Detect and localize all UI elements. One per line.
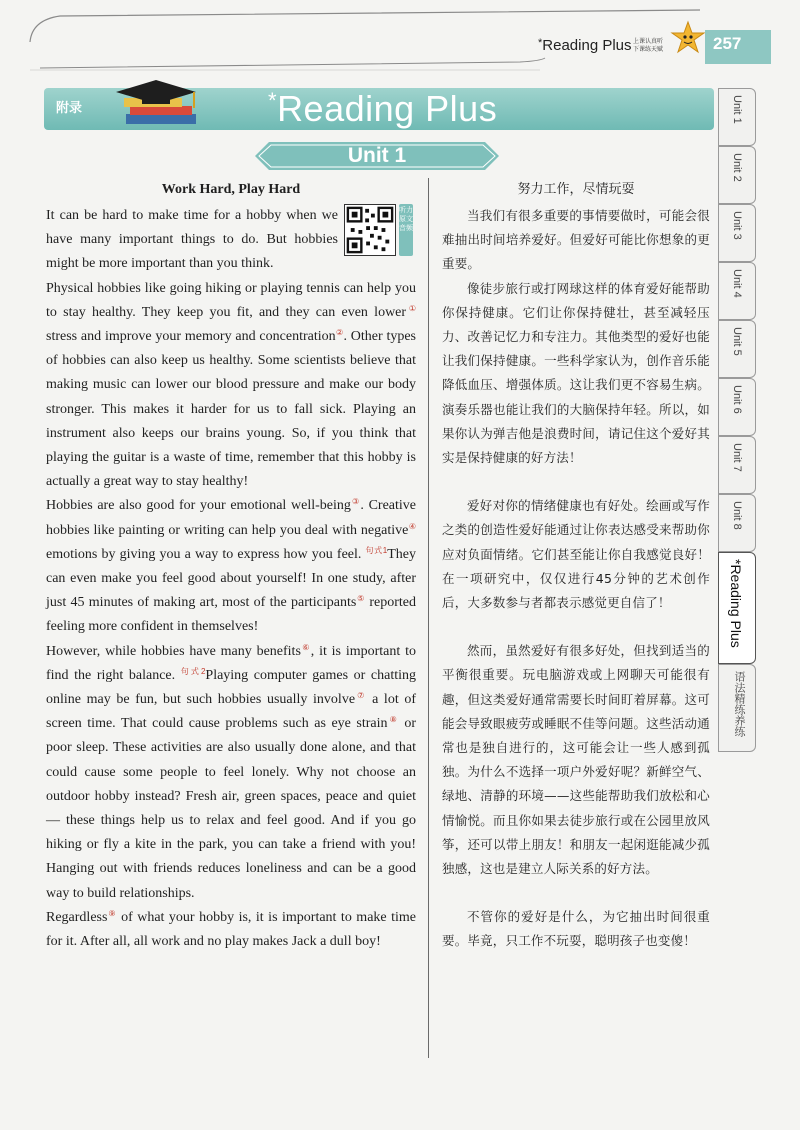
note-marker: ⑦ xyxy=(355,691,367,701)
tab-unit-3[interactable]: Unit 3 xyxy=(718,204,756,262)
note-marker: ① xyxy=(406,303,417,313)
english-paragraph-2: Physical hobbies like going hiking or playing tennis can help you to stay healthy. They keep you fit, and they can even lower① stress and improve your memory and concentration②. Other types of hobbies can also keep us healthy. Some scientists believe that making music can lower our blood pressure and make our body stronger. This makes it harder for us to fall sick. Playing an instrument also keeps our brains young. So, if you think that playing the guitar is a waste of time, remember that this hobby is actually a great way to stay healthy! xyxy=(46,280,417,490)
qr-code[interactable] xyxy=(344,204,416,260)
note-marker: ⑧ xyxy=(387,715,399,725)
chinese-paragraph-4: 然而，虽然爱好有很多好处，但找到适当的平衡很重要。玩电脑游戏或上网聊天可能很有趣，但这类爱好通常需要长时间盯着屏幕。这可能会导致眼疲劳或睡眠不佳等问题。这些活动通常也是独自进行的，这可能会让一些人感到孤独。为什么不选择一项户外爱好呢？新鲜空气、绿地、清静的环境——这些能帮助我们放松和心情愉悦。而且你如果去徒步旅行或在公园里放风筝，还可以带上朋友！和朋友一起闲逛能减少孤独感，这也是建立人际关系的好方法。 xyxy=(442,643,710,877)
tab-unit-2[interactable]: Unit 2 xyxy=(718,146,756,204)
running-header-subtitle: 上课认真听 下课练天赋 xyxy=(633,38,664,53)
note-marker: ⑥ xyxy=(300,642,311,652)
english-article xyxy=(46,180,416,954)
sentence-pattern-marker: 句式2 xyxy=(180,666,206,676)
tab-unit-6[interactable]: Unit 6 xyxy=(718,378,756,436)
page-number: 257 xyxy=(705,30,771,64)
unit-label: Unit 1 xyxy=(255,142,499,170)
tab-unit-1[interactable]: Unit 1 xyxy=(718,88,756,146)
sentence-pattern-marker: 句式1 xyxy=(365,545,388,555)
appendix-label: 附录 xyxy=(56,101,83,116)
english-paragraph-5: Regardless⑨ of what your hobby is, it is important to make time for it. After all, all work and no play makes Jack a dull boy! xyxy=(46,908,416,950)
chinese-title: 努力工作，尽情玩耍 xyxy=(517,182,635,197)
chinese-paragraph-5: 不管你的爱好是什么，为它抽出时间很重要。毕竟，只工作不玩耍，聪明孩子也变傻！ xyxy=(442,909,710,949)
note-marker: ② xyxy=(335,328,344,338)
banner-title: *Reading Plus xyxy=(268,88,498,129)
note-marker: ③ xyxy=(350,497,361,507)
english-paragraph-3: Hobbies are also good for your emotional well-being③. Creative hobbies like painting or writing can help you deal with negative④ emotions by giving you a way to express how you feel. $^{句式1}$They can even make you feel good about yourself! In one study, after just 45 minutes of making art, most of the participants⑤ reported feeling more confident in themselves! xyxy=(46,497,417,635)
english-paragraph-1: It can be hard to make time for a hobby when we have many important things to do. But hobbies might be more important than you think. xyxy=(46,208,338,272)
chinese-paragraph-3: 爱好对你的情绪健康也有好处。绘画或写作之类的创造性爱好能通过让你表达感受来帮助你应对负面情绪。它们甚至能让你自我感觉良好！在一项研究中，仅仅进行45分钟的艺术创作后，大多数参与者都表示感觉更自信了！ xyxy=(442,498,710,611)
tab-unit-8[interactable]: Unit 8 xyxy=(718,494,756,552)
tab-unit-5[interactable]: Unit 5 xyxy=(718,320,756,378)
column-divider xyxy=(428,178,429,1058)
note-marker: ⑤ xyxy=(356,594,366,604)
qr-code-icon xyxy=(344,204,396,256)
running-header-title: *Reading Plus xyxy=(538,37,632,54)
qr-tag: 听力原文音频 xyxy=(399,204,413,256)
chinese-paragraph-2: 像徒步旅行或打网球这样的体育爱好能帮助你保持健康。它们让你保持健壮，甚至减轻压力、改善记忆力和专注力。其他类型的爱好也能让我们保持健康。一些科学家认为，创作音乐能降低血压、增强体质。这让我们更不容易生病。演奏乐器也能让我们的大脑保持年轻。所以，如果你认为弹吉他是浪费时间，请记住这个爱好其实是保持健康的好方法！ xyxy=(442,280,710,466)
english-paragraph-4: However, while hobbies have many benefits⑥, it is important to find the right balance. $^{句式2}$Playing computer games or chatting online may be fun, but such hobbies usually involve⑦ a lot of screen time. That could cause problems such as eye strain⑧ or poor sleep. These activities are also usually done alone, and that could cause some people to feel lonely. Why not choose an outdoor hobby instead? Fresh air, green spaces, peace and quiet — these things help us to relax and feel good. And if you go hiking or fly a kite in the park, you can take a friend with you! Hanging out with friends reduces loneliness and can be a good way to build relationships. xyxy=(46,642,417,901)
note-marker: ④ xyxy=(408,521,416,531)
tab-unit-4[interactable]: Unit 4 xyxy=(718,262,756,320)
tab-unit-7[interactable]: Unit 7 xyxy=(718,436,756,494)
chinese-paragraph-1: 当我们有很多重要的事情要做时，可能会很难抽出时间培养爱好。但爱好可能比你想象的更重要。 xyxy=(442,208,710,272)
english-title: Work Hard, Play Hard xyxy=(161,182,301,197)
mascot-icon xyxy=(670,20,706,60)
chinese-translation xyxy=(442,180,710,954)
graduation-books-icon xyxy=(96,78,216,132)
note-marker: ⑨ xyxy=(107,908,117,918)
tab-grammar[interactable]: 语法精练养练 xyxy=(718,664,756,752)
tab-reading-plus[interactable]: *Reading Plus xyxy=(718,552,756,664)
